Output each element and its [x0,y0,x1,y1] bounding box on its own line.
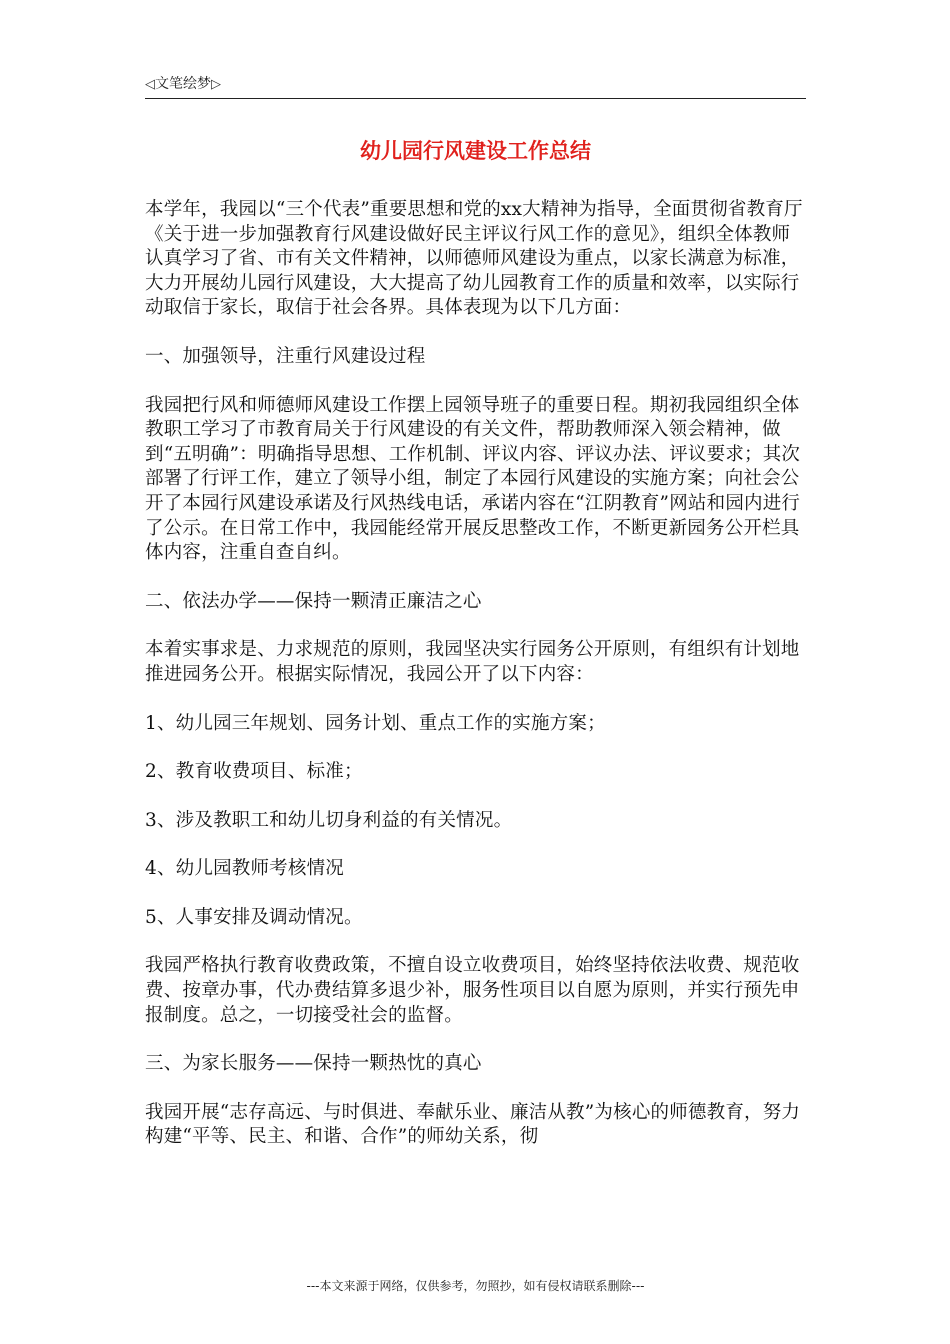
list-item: 2、教育收费项目、标准； [145,761,363,783]
paragraph: 我园把行风和师德师风建设工作摆上园领导班子的重要日程。期初我园组织全体教职工学习了市教育局关于行风建设的有关文件，帮助教师深入领会精神，做到“五明确”：明确指导思想、工作机制、评议内容、评议办法、评议要求；其次部署了行评工作，建立了领导小组，制定了本园行风建设的实施方案；向社会公开了本园行风建设承诺及行风热线电话，承诺内容在“江阴教育”网站和园内进行了公示。在日常工作中，我园能经常开展反思整改工作，不断更新园务公开栏具体内容，注重自查自纠。 [145,394,801,564]
document-body [145,198,807,1150]
section-heading-1: 一、加强领导，注重行风建设过程 [145,345,426,367]
paragraph-intro: 本学年，我园以“三个代表”重要思想和党的xx大精神为指导，全面贯彻省教育厅《关于进一步加强教育行风建设做好民主评议行风工作的意见》，组织全体教师认真学习了省、市有关文件精神，以师德师风建设为重点，以家长满意为标准，大力开展幼儿园行风建设，大大提高了幼儿园教育工作的质量和效率，以实际行动取信于家长，取信于社会各界。具体表现为以下几方面： [145,199,803,319]
list-item: 4、幼儿园教师考核情况 [145,858,344,880]
list-item: 3、涉及教职工和幼儿切身利益的有关情况。 [145,809,513,831]
paragraph: 本着实事求是、力求规范的原则，我园坚决实行园务公开原则，有组织有计划地推进园务公开。根据实际情况，我园公开了以下内容： [145,639,800,685]
paragraph: 我园严格执行教育收费政策，不擅自设立收费项目，始终坚持依法收费、规范收费、按章办事，代办费结算多退少补，服务性项目以自愿为原则，并实行预先申报制度。总之，一切接受社会的监督。 [145,955,800,1026]
page-header [145,74,806,99]
document-title: 幼儿园行风建设工作总结 [360,139,591,163]
section-heading-3: 三、为家长服务——保持一颗热忱的真心 [145,1053,482,1075]
left-triangle-icon: ◁ [145,77,155,92]
list-item: 5、人事安排及调动情况。 [145,906,363,928]
list-item: 1、幼儿园三年规划、园务计划、重点工作的实施方案； [145,712,606,734]
right-triangle-icon: ▷ [211,77,221,92]
section-heading-2: 二、依法办学——保持一颗清正廉洁之心 [145,590,482,612]
page-footer: ---本文来源于网络，仅供参考，勿照抄，如有侵权请联系删除--- [306,1279,645,1293]
header-text: 文笔绘梦 [155,76,211,92]
paragraph: 我园开展“志存高远、与时俱进、奉献乐业、廉洁从教”为核心的师德教育，努力构建“平等、民主、和谐、合作”的师幼关系，彻 [145,1101,801,1148]
